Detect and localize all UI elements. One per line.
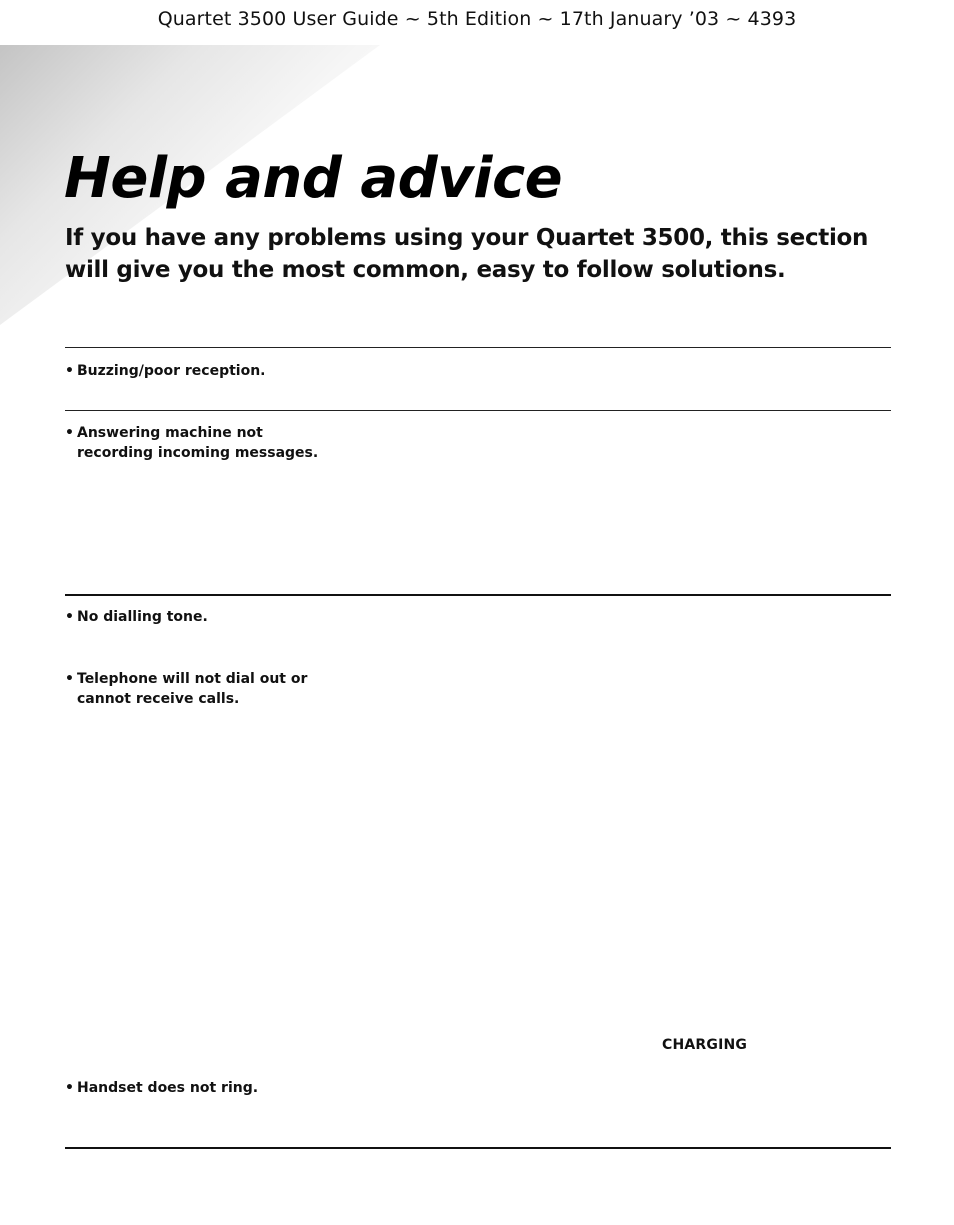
problem-text: Answering machine not recording incoming messages.: [77, 425, 319, 461]
section-divider: [65, 410, 891, 411]
problem-text: Telephone will not dial out or cannot receive calls.: [77, 671, 308, 707]
problem-text: Handset does not ring.: [77, 1080, 259, 1096]
page-subtitle: If you have any problems using your Quartet 3500, this section will give you the most common, easy to follow solutions.: [65, 225, 869, 283]
bullet: •: [65, 671, 74, 687]
problem-item-will-not-dial: [65, 669, 335, 709]
section-divider: [65, 1147, 891, 1149]
section-divider: [65, 594, 891, 596]
charging-label: CHARGING: [662, 1037, 748, 1053]
section-divider: [65, 347, 891, 348]
problem-text: Buzzing/poor reception.: [77, 363, 266, 379]
problem-item-no-dialling-tone: [65, 607, 335, 627]
bullet: •: [65, 363, 74, 379]
page-title: Help and advice: [64, 146, 563, 211]
problem-item-handset-no-ring: [65, 1078, 335, 1098]
bullet: •: [65, 609, 74, 625]
problem-text: No dialling tone.: [77, 609, 208, 625]
running-header: Quartet 3500 User Guide ~ 5th Edition ~ 17th January ’03 ~ 4393: [157, 8, 797, 30]
bullet: •: [65, 425, 74, 441]
bullet: •: [65, 1080, 74, 1096]
problem-item-answering-machine: [65, 423, 335, 463]
problem-item-buzzing: [65, 361, 335, 381]
